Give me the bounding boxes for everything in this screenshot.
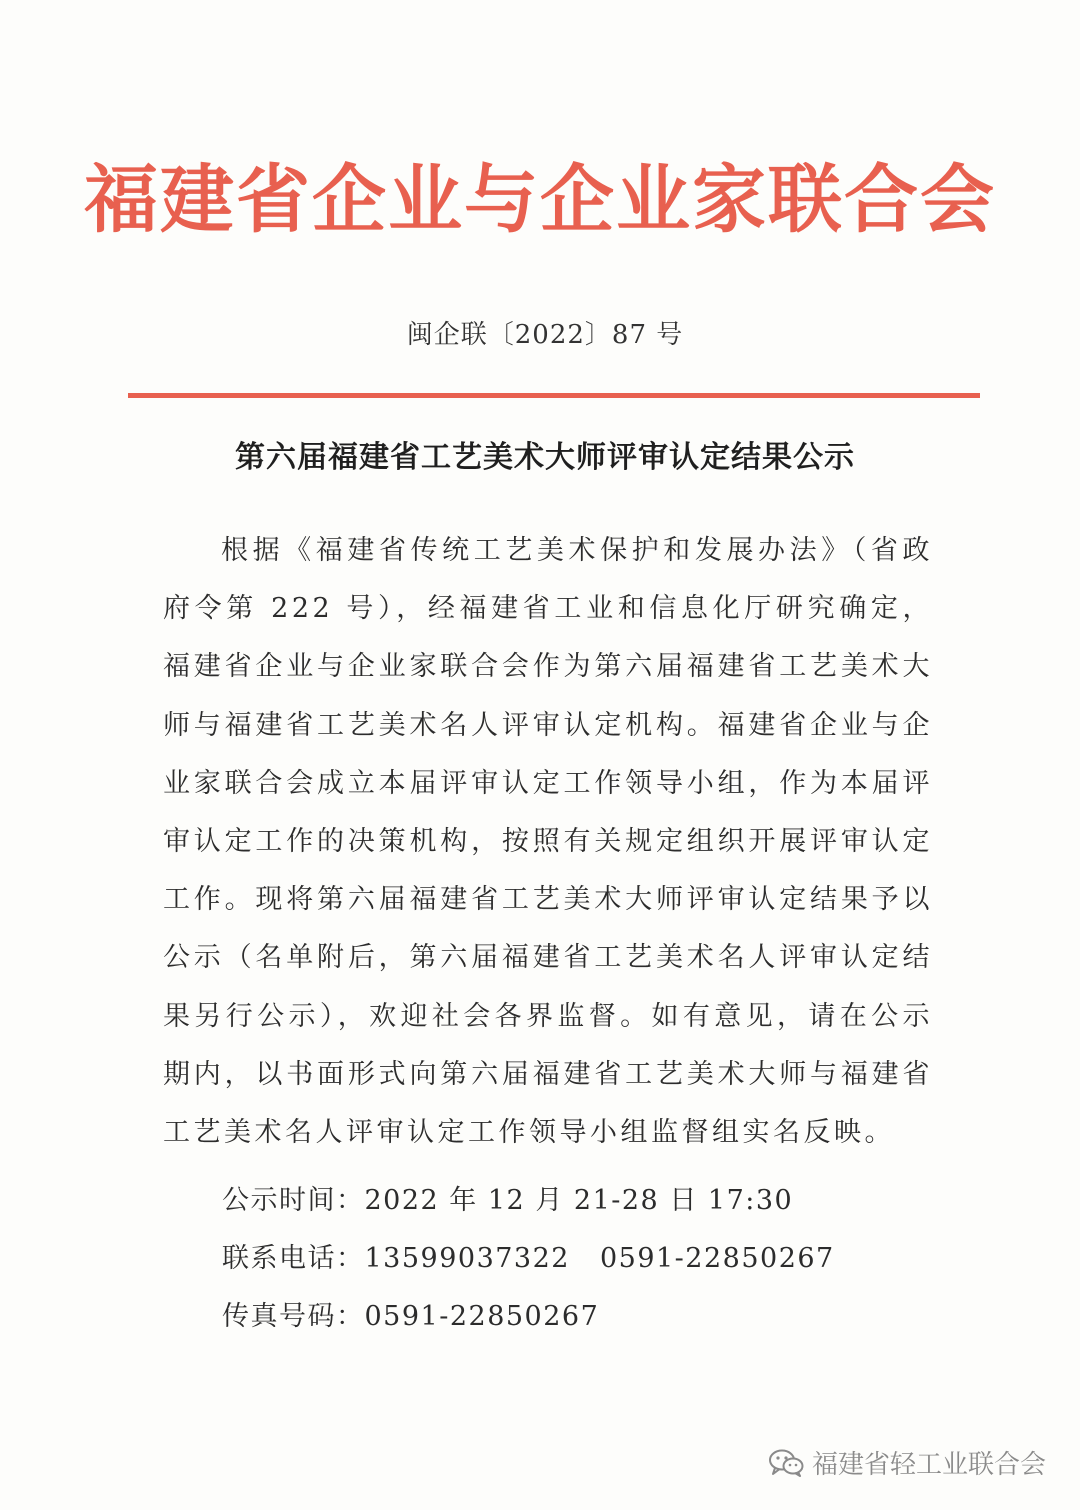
wechat-watermark xyxy=(768,1444,1046,1481)
contact-phone-2: 0591-22850267 xyxy=(599,1243,835,1274)
red-divider xyxy=(128,393,980,398)
fax-label: 传真号码： xyxy=(222,1301,365,1332)
publicity-period-value: 2022 年 12 月 21-28 日 17:30 xyxy=(364,1185,794,1216)
wechat-icon xyxy=(768,1449,804,1477)
publicity-period-label: 公示时间： xyxy=(222,1185,365,1216)
document-number: 闽企联〔2022〕87 号 xyxy=(406,320,684,350)
notice-body: 根据《福建省传统工艺美术保护和发展办法》（省政府令第 222 号），经福建省工业和信息化厅研究确定，福建省企业与企业家联合会作为第六届福建省工艺美术大师与福建省工艺美术名人评审认定机构。福建省企业与企业家联合会成立本届评审认定工作领导小组，作为本届评审认定工作的决策机构，按照有关规定组织开展评审认定工作。现将第六届福建省工艺美术大师评审认定结果予以公示（名单附后，第六届福建省工艺美术名人评审认定结果另行公示），欢迎社会各界监督。如有意见，请在公示期内，以书面形式向第六届福建省工艺美术大师与福建省工艺美术名人评审认定工作领导小组监督组实名反映。 xyxy=(163,535,933,1149)
watermark-text: 福建省轻工业联合会 xyxy=(811,1450,1046,1480)
organization-title: 福建省企业与企业家联合会 xyxy=(84,157,996,243)
fax-line xyxy=(222,1294,599,1333)
contact-phone-1: 13599037322 xyxy=(364,1243,570,1274)
fax-value: 0591-22850267 xyxy=(364,1301,600,1332)
publicity-period-line xyxy=(222,1178,793,1217)
contact-phone-line xyxy=(222,1236,835,1275)
contact-phone-label: 联系电话： xyxy=(222,1243,365,1274)
notice-title: 第六届福建省工艺美术大师评审认定结果公示 xyxy=(235,440,855,475)
